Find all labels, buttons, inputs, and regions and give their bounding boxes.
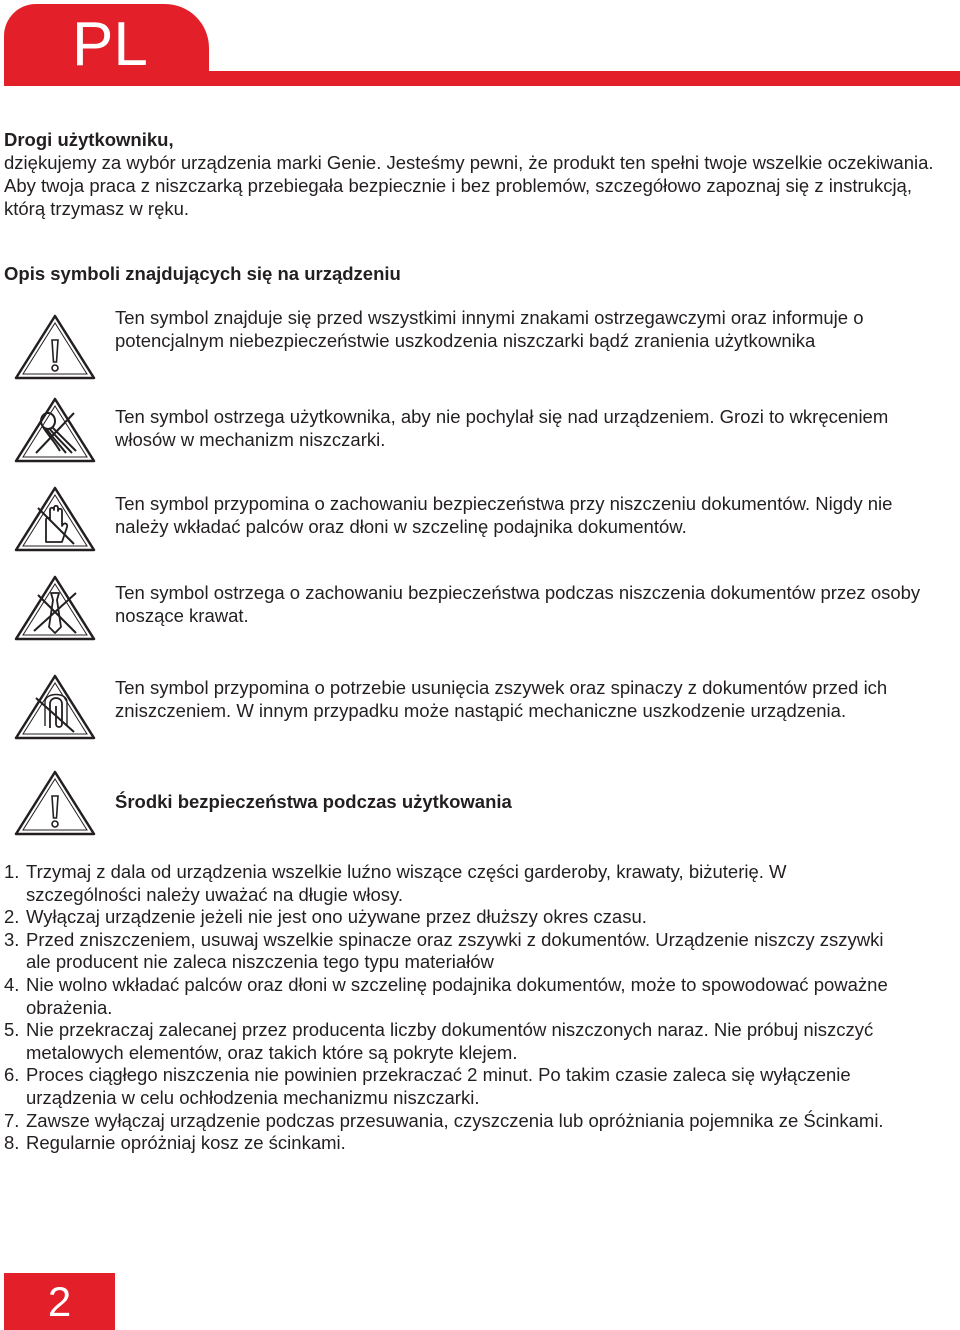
list-item [4,1110,904,1133]
list-item-text: Przed zniszczeniem, usuwaj wszelkie spinacze oraz zszywki z dokumentów. Urządzenie niszczy zszywki ale producent nie zaleca niszczenia tego typu materiałów [26,928,884,973]
greeting: Drogi użytkowniku, [4,129,174,150]
list-item-number: 7. [4,1109,20,1131]
paperclip-warning-icon [12,672,98,742]
page-number: 2 [47,1278,72,1325]
list-item [4,929,904,974]
intro-body: dziękujemy za wybór urządzenia marki Genie. Jesteśmy pewni, że produkt ten spełni twoje wszelkie oczekiwania. Aby twoja praca z niszczarką przebiegała bezpiecznie i bez problemów, szczegółowo zapoznaj się z instrukcją, którą trzymasz w ręku. [4,152,934,219]
list-item [4,1132,904,1155]
language-tab [4,4,209,86]
hand-warning-icon [12,484,98,554]
list-item-text: Zawsze wyłączaj urządzenie podczas przesuwania, czyszczenia lub opróżniania pojemnika ze Ścinkami. [26,1109,884,1131]
safety-title: Środki bezpieczeństwa podczas użytkowania [115,791,512,812]
warning-exclamation-icon [12,312,98,382]
list-item-text: Regularnie opróżniaj kosz ze ścinkami. [26,1132,346,1154]
list-item [4,861,904,906]
list-item-text: Proces ciągłego niszczenia nie powinien przekraczać 2 minut. Po takim czasie zaleca się wyłączenie urządzenia w celu ochłodzenia mechanizmu niszczarki. [26,1064,851,1108]
list-item-number: 2. [4,906,20,928]
list-item-number: 5. [4,1019,20,1041]
tie-warning-icon [12,573,98,643]
symbol-description: Ten symbol ostrzega użytkownika, aby nie pochylał się nad urządzeniem. Grozi to wkręceniem włosów w mechanizm niszczarki. [115,406,889,450]
symbol-description: Ten symbol przypomina o potrzebie usunięcia zszywek oraz spinaczy z dokumentów przed ich zniszczeniem. W innym przypadku może nastąpić mechaniczne uszkodzenie urządzenia. [115,677,888,721]
list-item-number: 4. [4,973,20,995]
hair-warning-icon [12,395,98,465]
list-item-number: 6. [4,1064,20,1086]
list-item-text: Nie wolno wkładać palców oraz dłoni w szczelinę podajnika dokumentów, może to spowodować poważne obrażenia. [26,973,888,1018]
list-item-number: 3. [4,928,20,950]
warning-exclamation-icon [12,768,98,838]
list-item-text: Trzymaj z dala od urządzenia wszelkie luźno wiszące części garderoby, krawaty, biżuterię. W szczególności należy uważać na długie włosy. [26,861,787,905]
list-item-text: Wyłączaj urządzenie jeżeli nie jest ono używane przez dłuższy okres czasu. [26,906,647,928]
list-item [4,906,904,929]
intro-paragraph [4,128,944,220]
page-number-badge [4,1273,115,1330]
list-item-number: 1. [4,861,20,882]
symbol-description: Ten symbol znajduje się przed wszystkimi innymi znakami ostrzegawczymi oraz informuje o potencjalnym niebezpieczeństwie uszkodzenia niszczarki bądź zranienia użytkownika [115,307,864,351]
symbol-description: Ten symbol ostrzega o zachowaniu bezpieczeństwa podczas niszczenia dokumentów przez osoby noszące krawat. [115,582,921,626]
symbol-description: Ten symbol przypomina o zachowaniu bezpieczeństwa przy niszczeniu dokumentów. Nigdy nie należy wkładać palców oraz dłoni w szczelinę podajnika dokumentów. [115,493,893,537]
list-item [4,1019,904,1064]
header-rule [200,71,960,86]
safety-rules-list [4,861,904,1155]
symbols-section-title: Opis symboli znajdujących się na urządzeniu [4,263,401,284]
language-code: PL [72,10,148,79]
list-item-number: 8. [4,1132,20,1154]
list-item [4,1064,904,1109]
list-item [4,974,904,1019]
list-item-text: Nie przekraczaj zalecanej przez producenta liczby dokumentów niszczonych naraz. Nie próbuj niszczyć metalowych elementów, oraz takich które są pokryte klejem. [26,1019,874,1063]
